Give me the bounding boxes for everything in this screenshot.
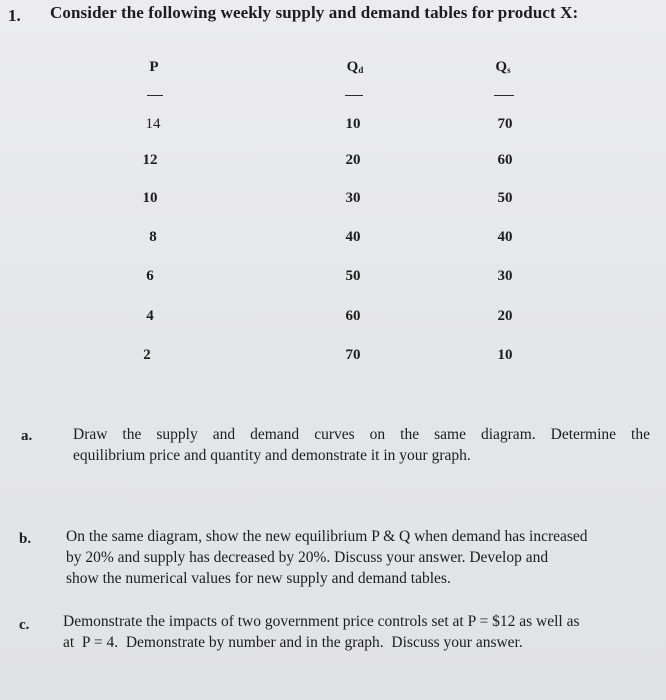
part-b-label: b. [19,531,32,547]
cell-qs: 30 [497,268,513,284]
header-qs-underline [494,95,514,96]
cell-qs: 20 [497,308,513,324]
part-b-line3: show the numerical values for new supply and demand tables. [66,570,451,587]
question-number: 1. [8,6,21,25]
header-qd-sub: d [358,65,364,75]
cell-price: 4 [146,308,154,324]
header-price: P [149,59,159,75]
part-a-line2: equilibrium price and quantity and demonstrate it in your graph. [73,447,471,464]
header-price-underline [147,95,163,96]
part-a-label: a. [21,428,33,444]
cell-qd: 70 [345,347,361,363]
part-b-text [66,526,661,589]
cell-qs: 40 [497,229,513,245]
header-quantity-supplied [468,59,538,76]
part-c-line2: at P = 4. Demonstrate by number and in the graph. Discuss your answer. [63,634,523,651]
part-a-text [73,424,663,466]
part-a-line1: Draw the supply and demand curves on the same diagram. Determine the [73,426,650,443]
question-title: Consider the following weekly supply and demand tables for product X: [50,3,579,22]
cell-qd: 50 [345,268,361,284]
cell-qs: 70 [497,116,513,132]
cell-price: 12 [142,152,158,168]
cell-qd: 40 [345,229,361,245]
header-qd-underline [345,95,363,96]
cell-price: 10 [142,190,158,206]
cell-qd: 20 [345,152,361,168]
header-qd-base: Q [346,59,359,75]
part-c-line1: Demonstrate the impacts of two government price controls set at P = $12 as well as [63,613,580,630]
cell-qs: 60 [497,152,513,168]
cell-qd: 10 [345,116,361,132]
header-qs-sub: s [507,65,511,75]
cell-price: 2 [143,347,151,363]
cell-qs: 10 [497,347,513,363]
cell-qd: 60 [345,308,361,324]
header-quantity-demanded [320,59,390,76]
part-b-line2: by 20% and supply has decreased by 20%. Discuss your answer. Develop and [66,549,549,566]
part-c-text [63,611,663,653]
header-qs-base: Q [495,59,508,75]
part-b-line1: On the same diagram, show the new equilibrium P & Q when demand has increased [66,528,588,545]
cell-price: 6 [146,268,154,284]
cell-price: 14 [145,116,161,132]
cell-qs: 50 [497,190,513,206]
cell-price: 8 [149,229,157,245]
part-c-label: c. [19,617,30,633]
cell-qd: 30 [345,190,361,206]
